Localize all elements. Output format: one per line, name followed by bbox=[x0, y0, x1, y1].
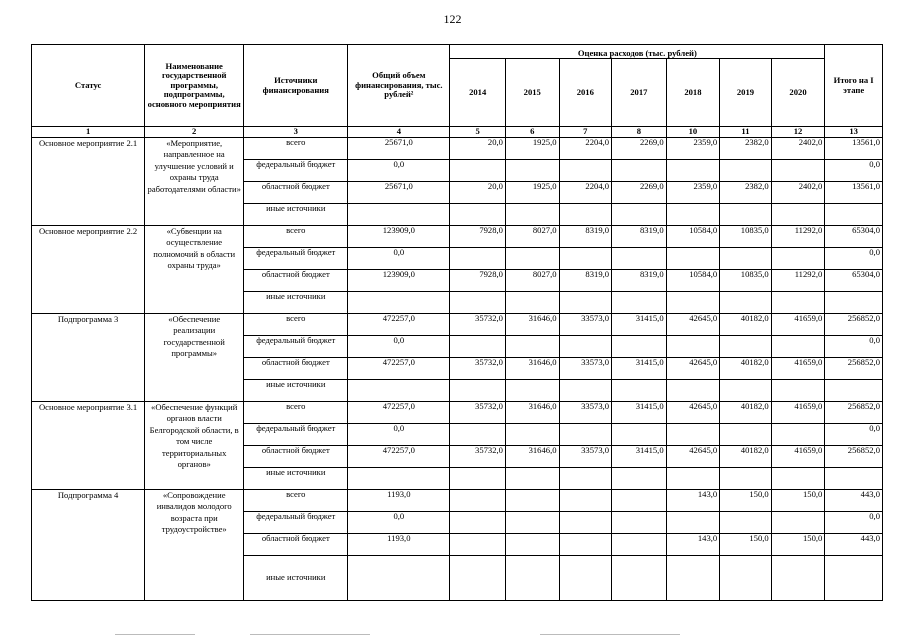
year-amount-cell: 31415,0 bbox=[612, 446, 667, 468]
stage-total-cell: 0,0 bbox=[825, 160, 883, 182]
year-amount-cell bbox=[666, 248, 720, 270]
year-amount-cell bbox=[450, 248, 506, 270]
footer-rule bbox=[115, 634, 195, 635]
year-amount-cell: 150,0 bbox=[771, 534, 825, 556]
year-amount-cell bbox=[450, 336, 506, 358]
row-program-name: «Субвенции на осуществление полномочий в области охраны труда» bbox=[145, 226, 244, 314]
row-status: Подпрограмма 3 bbox=[32, 314, 145, 402]
funding-source: федеральный бюджет bbox=[244, 512, 348, 534]
funding-source: федеральный бюджет bbox=[244, 248, 348, 270]
year-amount-cell bbox=[720, 512, 772, 534]
year-amount-cell bbox=[559, 336, 612, 358]
stage-total-cell: 0,0 bbox=[825, 248, 883, 270]
year-amount-cell bbox=[666, 380, 720, 402]
year-amount-cell bbox=[720, 336, 772, 358]
total-amount-cell: 0,0 bbox=[348, 336, 450, 358]
year-amount-cell bbox=[771, 556, 825, 601]
year-amount-cell bbox=[559, 424, 612, 446]
page-number: 122 bbox=[443, 12, 462, 26]
year-amount-cell bbox=[559, 556, 612, 601]
column-number: 4 bbox=[348, 127, 450, 138]
year-amount-cell: 42645,0 bbox=[666, 446, 720, 468]
year-amount-cell: 35732,0 bbox=[450, 358, 506, 380]
year-amount-cell bbox=[505, 380, 559, 402]
year-amount-cell: 1925,0 bbox=[505, 182, 559, 204]
year-amount-cell bbox=[450, 424, 506, 446]
year-amount-cell: 2204,0 bbox=[559, 138, 612, 160]
year-amount-cell: 150,0 bbox=[720, 490, 772, 512]
year-amount-cell bbox=[450, 556, 506, 601]
table-row bbox=[32, 314, 883, 336]
row-program-name: «Обеспечение реализации государственной программы» bbox=[145, 314, 244, 402]
year-amount-cell: 2382,0 bbox=[720, 138, 772, 160]
funding-source: всего bbox=[244, 402, 348, 424]
year-amount-cell bbox=[771, 336, 825, 358]
year-amount-cell bbox=[666, 556, 720, 601]
year-amount-cell: 31646,0 bbox=[505, 402, 559, 424]
year-amount-cell bbox=[771, 292, 825, 314]
column-number: 10 bbox=[666, 127, 720, 138]
total-amount-cell bbox=[348, 204, 450, 226]
funding-source: всего bbox=[244, 226, 348, 248]
year-amount-cell bbox=[720, 204, 772, 226]
year-amount-cell: 31415,0 bbox=[612, 314, 667, 336]
header-program: Наименование государственной программы, подпрограммы, основного мероприятия bbox=[145, 45, 244, 127]
stage-total-cell: 256852,0 bbox=[825, 314, 883, 336]
year-amount-cell: 10584,0 bbox=[666, 270, 720, 292]
header-stage-total: Итого на I этапе bbox=[825, 45, 883, 127]
column-number: 7 bbox=[559, 127, 612, 138]
year-amount-cell: 8319,0 bbox=[559, 270, 612, 292]
year-amount-cell: 150,0 bbox=[720, 534, 772, 556]
year-amount-cell bbox=[450, 490, 506, 512]
total-amount-cell: 25671,0 bbox=[348, 138, 450, 160]
year-amount-cell: 41659,0 bbox=[771, 446, 825, 468]
year-amount-cell bbox=[559, 292, 612, 314]
column-number: 1 bbox=[32, 127, 145, 138]
table-row bbox=[32, 490, 883, 512]
year-amount-cell bbox=[559, 248, 612, 270]
year-amount-cell bbox=[612, 336, 667, 358]
column-number: 8 bbox=[612, 127, 667, 138]
stage-total-cell bbox=[825, 292, 883, 314]
stage-total-cell: 13561,0 bbox=[825, 182, 883, 204]
header-estimate: Оценка расходов (тыс. рублей) bbox=[450, 45, 825, 59]
column-number: 11 bbox=[720, 127, 772, 138]
total-amount-cell: 123909,0 bbox=[348, 270, 450, 292]
year-amount-cell: 150,0 bbox=[771, 490, 825, 512]
year-amount-cell bbox=[450, 380, 506, 402]
year-amount-cell: 31646,0 bbox=[505, 314, 559, 336]
funding-source: всего bbox=[244, 138, 348, 160]
total-amount-cell: 123909,0 bbox=[348, 226, 450, 248]
year-amount-cell: 31415,0 bbox=[612, 358, 667, 380]
year-amount-cell: 33573,0 bbox=[559, 446, 612, 468]
year-amount-cell bbox=[505, 336, 559, 358]
year-amount-cell bbox=[720, 424, 772, 446]
header-source: Источники финансирования bbox=[244, 45, 348, 127]
stage-total-cell bbox=[825, 468, 883, 490]
year-amount-cell: 40182,0 bbox=[720, 402, 772, 424]
stage-total-cell bbox=[825, 556, 883, 601]
year-amount-cell bbox=[505, 160, 559, 182]
total-amount-cell bbox=[348, 468, 450, 490]
total-amount-cell: 0,0 bbox=[348, 248, 450, 270]
year-amount-cell bbox=[612, 556, 667, 601]
funding-source: областной бюджет bbox=[244, 446, 348, 468]
year-amount-cell bbox=[505, 468, 559, 490]
year-amount-cell: 11292,0 bbox=[771, 270, 825, 292]
total-amount-cell: 1193,0 bbox=[348, 534, 450, 556]
year-amount-cell: 41659,0 bbox=[771, 358, 825, 380]
year-amount-cell: 42645,0 bbox=[666, 358, 720, 380]
year-amount-cell: 31646,0 bbox=[505, 358, 559, 380]
year-amount-cell bbox=[559, 160, 612, 182]
header-year: 2020 bbox=[771, 59, 825, 127]
year-amount-cell: 20,0 bbox=[450, 138, 506, 160]
year-amount-cell bbox=[771, 512, 825, 534]
year-amount-cell bbox=[505, 248, 559, 270]
total-amount-cell: 25671,0 bbox=[348, 182, 450, 204]
year-amount-cell bbox=[559, 380, 612, 402]
footer-rule bbox=[540, 634, 680, 635]
year-amount-cell: 10584,0 bbox=[666, 226, 720, 248]
total-amount-cell bbox=[348, 556, 450, 601]
funding-source: областной бюджет bbox=[244, 270, 348, 292]
year-amount-cell: 2359,0 bbox=[666, 138, 720, 160]
year-amount-cell bbox=[559, 512, 612, 534]
year-amount-cell: 33573,0 bbox=[559, 358, 612, 380]
stage-total-cell: 0,0 bbox=[825, 336, 883, 358]
financing-table bbox=[31, 44, 883, 601]
stage-total-cell: 13561,0 bbox=[825, 138, 883, 160]
year-amount-cell bbox=[559, 468, 612, 490]
stage-total-cell: 256852,0 bbox=[825, 446, 883, 468]
column-number: 3 bbox=[244, 127, 348, 138]
total-amount-cell: 472257,0 bbox=[348, 358, 450, 380]
year-amount-cell bbox=[771, 424, 825, 446]
year-amount-cell bbox=[505, 424, 559, 446]
year-amount-cell bbox=[450, 468, 506, 490]
total-amount-cell: 1193,0 bbox=[348, 490, 450, 512]
stage-total-cell: 65304,0 bbox=[825, 270, 883, 292]
year-amount-cell: 31646,0 bbox=[505, 446, 559, 468]
year-amount-cell: 143,0 bbox=[666, 534, 720, 556]
funding-source: всего bbox=[244, 314, 348, 336]
column-number: 5 bbox=[450, 127, 506, 138]
year-amount-cell bbox=[612, 204, 667, 226]
year-amount-cell bbox=[720, 160, 772, 182]
stage-total-cell bbox=[825, 380, 883, 402]
year-amount-cell: 40182,0 bbox=[720, 446, 772, 468]
year-amount-cell: 10835,0 bbox=[720, 226, 772, 248]
year-amount-cell bbox=[505, 556, 559, 601]
year-amount-cell bbox=[666, 336, 720, 358]
year-amount-cell: 8319,0 bbox=[612, 270, 667, 292]
total-amount-cell: 472257,0 bbox=[348, 446, 450, 468]
year-amount-cell bbox=[666, 160, 720, 182]
year-amount-cell: 31415,0 bbox=[612, 402, 667, 424]
year-amount-cell bbox=[450, 160, 506, 182]
year-amount-cell bbox=[612, 512, 667, 534]
row-status: Основное мероприятие 2.1 bbox=[32, 138, 145, 226]
funding-source: федеральный бюджет bbox=[244, 424, 348, 446]
year-amount-cell bbox=[771, 204, 825, 226]
year-amount-cell bbox=[771, 468, 825, 490]
funding-source: областной бюджет bbox=[244, 358, 348, 380]
year-amount-cell: 35732,0 bbox=[450, 402, 506, 424]
year-amount-cell: 1925,0 bbox=[505, 138, 559, 160]
row-status: Подпрограмма 4 bbox=[32, 490, 145, 601]
total-amount-cell: 472257,0 bbox=[348, 314, 450, 336]
row-status: Основное мероприятие 3.1 bbox=[32, 402, 145, 490]
year-amount-cell bbox=[450, 204, 506, 226]
funding-source: федеральный бюджет bbox=[244, 336, 348, 358]
year-amount-cell bbox=[666, 468, 720, 490]
stage-total-cell: 443,0 bbox=[825, 534, 883, 556]
year-amount-cell: 2269,0 bbox=[612, 138, 667, 160]
year-amount-cell: 40182,0 bbox=[720, 358, 772, 380]
year-amount-cell bbox=[559, 204, 612, 226]
total-amount-cell: 0,0 bbox=[348, 512, 450, 534]
stage-total-cell bbox=[825, 204, 883, 226]
year-amount-cell bbox=[720, 556, 772, 601]
header-year: 2019 bbox=[720, 59, 772, 127]
table-row bbox=[32, 138, 883, 160]
header-total: Общий объем финансирования, тыс. рублей² bbox=[348, 45, 450, 127]
funding-source: иные источники bbox=[244, 380, 348, 402]
total-amount-cell: 0,0 bbox=[348, 424, 450, 446]
year-amount-cell bbox=[450, 512, 506, 534]
year-amount-cell bbox=[720, 380, 772, 402]
row-program-name: «Мероприятие, направленное на улучшение условий и охраны труда работодателями области» bbox=[145, 138, 244, 226]
stage-total-cell: 443,0 bbox=[825, 490, 883, 512]
year-amount-cell: 143,0 bbox=[666, 490, 720, 512]
funding-source: иные источники bbox=[244, 292, 348, 314]
year-amount-cell bbox=[505, 204, 559, 226]
stage-total-cell: 256852,0 bbox=[825, 402, 883, 424]
year-amount-cell bbox=[505, 490, 559, 512]
year-amount-cell: 41659,0 bbox=[771, 314, 825, 336]
year-amount-cell bbox=[771, 160, 825, 182]
year-amount-cell: 11292,0 bbox=[771, 226, 825, 248]
year-amount-cell: 2269,0 bbox=[612, 182, 667, 204]
column-number-row bbox=[32, 127, 883, 138]
year-amount-cell bbox=[505, 292, 559, 314]
year-amount-cell bbox=[612, 424, 667, 446]
year-amount-cell: 7928,0 bbox=[450, 270, 506, 292]
total-amount-cell: 0,0 bbox=[348, 160, 450, 182]
year-amount-cell bbox=[720, 292, 772, 314]
column-number: 6 bbox=[505, 127, 559, 138]
year-amount-cell: 42645,0 bbox=[666, 314, 720, 336]
year-amount-cell bbox=[559, 534, 612, 556]
row-program-name: «Обеспечение функций органов власти Белгородской области, в том числе территориальных органов» bbox=[145, 402, 244, 490]
year-amount-cell: 40182,0 bbox=[720, 314, 772, 336]
year-amount-cell bbox=[612, 468, 667, 490]
funding-source: иные источники bbox=[244, 468, 348, 490]
header-year: 2014 bbox=[450, 59, 506, 127]
funding-source: иные источники bbox=[244, 556, 348, 601]
year-amount-cell bbox=[450, 292, 506, 314]
year-amount-cell: 2402,0 bbox=[771, 182, 825, 204]
funding-source: областной бюджет bbox=[244, 182, 348, 204]
year-amount-cell: 20,0 bbox=[450, 182, 506, 204]
table-row bbox=[32, 402, 883, 424]
year-amount-cell bbox=[720, 468, 772, 490]
year-amount-cell: 8027,0 bbox=[505, 270, 559, 292]
year-amount-cell: 35732,0 bbox=[450, 314, 506, 336]
funding-source: областной бюджет bbox=[244, 534, 348, 556]
year-amount-cell: 2382,0 bbox=[720, 182, 772, 204]
row-status: Основное мероприятие 2.2 bbox=[32, 226, 145, 314]
year-amount-cell bbox=[666, 292, 720, 314]
funding-source: федеральный бюджет bbox=[244, 160, 348, 182]
year-amount-cell bbox=[612, 248, 667, 270]
column-number: 13 bbox=[825, 127, 883, 138]
year-amount-cell: 8027,0 bbox=[505, 226, 559, 248]
header-year: 2017 bbox=[612, 59, 667, 127]
year-amount-cell: 41659,0 bbox=[771, 402, 825, 424]
year-amount-cell bbox=[666, 512, 720, 534]
year-amount-cell bbox=[559, 490, 612, 512]
header-year: 2015 bbox=[505, 59, 559, 127]
header-year: 2016 bbox=[559, 59, 612, 127]
column-number: 2 bbox=[145, 127, 244, 138]
year-amount-cell bbox=[505, 512, 559, 534]
total-amount-cell bbox=[348, 380, 450, 402]
stage-total-cell: 65304,0 bbox=[825, 226, 883, 248]
funding-source: иные источники bbox=[244, 204, 348, 226]
year-amount-cell bbox=[771, 380, 825, 402]
funding-source: всего bbox=[244, 490, 348, 512]
year-amount-cell bbox=[666, 424, 720, 446]
year-amount-cell bbox=[450, 534, 506, 556]
year-amount-cell bbox=[666, 204, 720, 226]
year-amount-cell: 8319,0 bbox=[559, 226, 612, 248]
stage-total-cell: 0,0 bbox=[825, 424, 883, 446]
year-amount-cell bbox=[505, 534, 559, 556]
year-amount-cell bbox=[612, 292, 667, 314]
year-amount-cell: 2359,0 bbox=[666, 182, 720, 204]
year-amount-cell: 35732,0 bbox=[450, 446, 506, 468]
year-amount-cell: 8319,0 bbox=[612, 226, 667, 248]
year-amount-cell: 2204,0 bbox=[559, 182, 612, 204]
year-amount-cell: 33573,0 bbox=[559, 314, 612, 336]
year-amount-cell bbox=[612, 160, 667, 182]
year-amount-cell: 33573,0 bbox=[559, 402, 612, 424]
year-amount-cell bbox=[612, 534, 667, 556]
year-amount-cell bbox=[771, 248, 825, 270]
year-amount-cell: 42645,0 bbox=[666, 402, 720, 424]
header-year: 2018 bbox=[666, 59, 720, 127]
stage-total-cell: 0,0 bbox=[825, 512, 883, 534]
table-row bbox=[32, 226, 883, 248]
total-amount-cell: 472257,0 bbox=[348, 402, 450, 424]
year-amount-cell: 10835,0 bbox=[720, 270, 772, 292]
year-amount-cell bbox=[612, 490, 667, 512]
header-status: Статус bbox=[32, 45, 145, 127]
year-amount-cell: 2402,0 bbox=[771, 138, 825, 160]
table-body bbox=[32, 138, 883, 601]
column-number: 12 bbox=[771, 127, 825, 138]
stage-total-cell: 256852,0 bbox=[825, 358, 883, 380]
footer-rule bbox=[250, 634, 370, 635]
year-amount-cell: 7928,0 bbox=[450, 226, 506, 248]
year-amount-cell bbox=[720, 248, 772, 270]
row-program-name: «Сопровождение инвалидов молодого возраста при трудоустройстве» bbox=[145, 490, 244, 601]
year-amount-cell bbox=[612, 380, 667, 402]
total-amount-cell bbox=[348, 292, 450, 314]
